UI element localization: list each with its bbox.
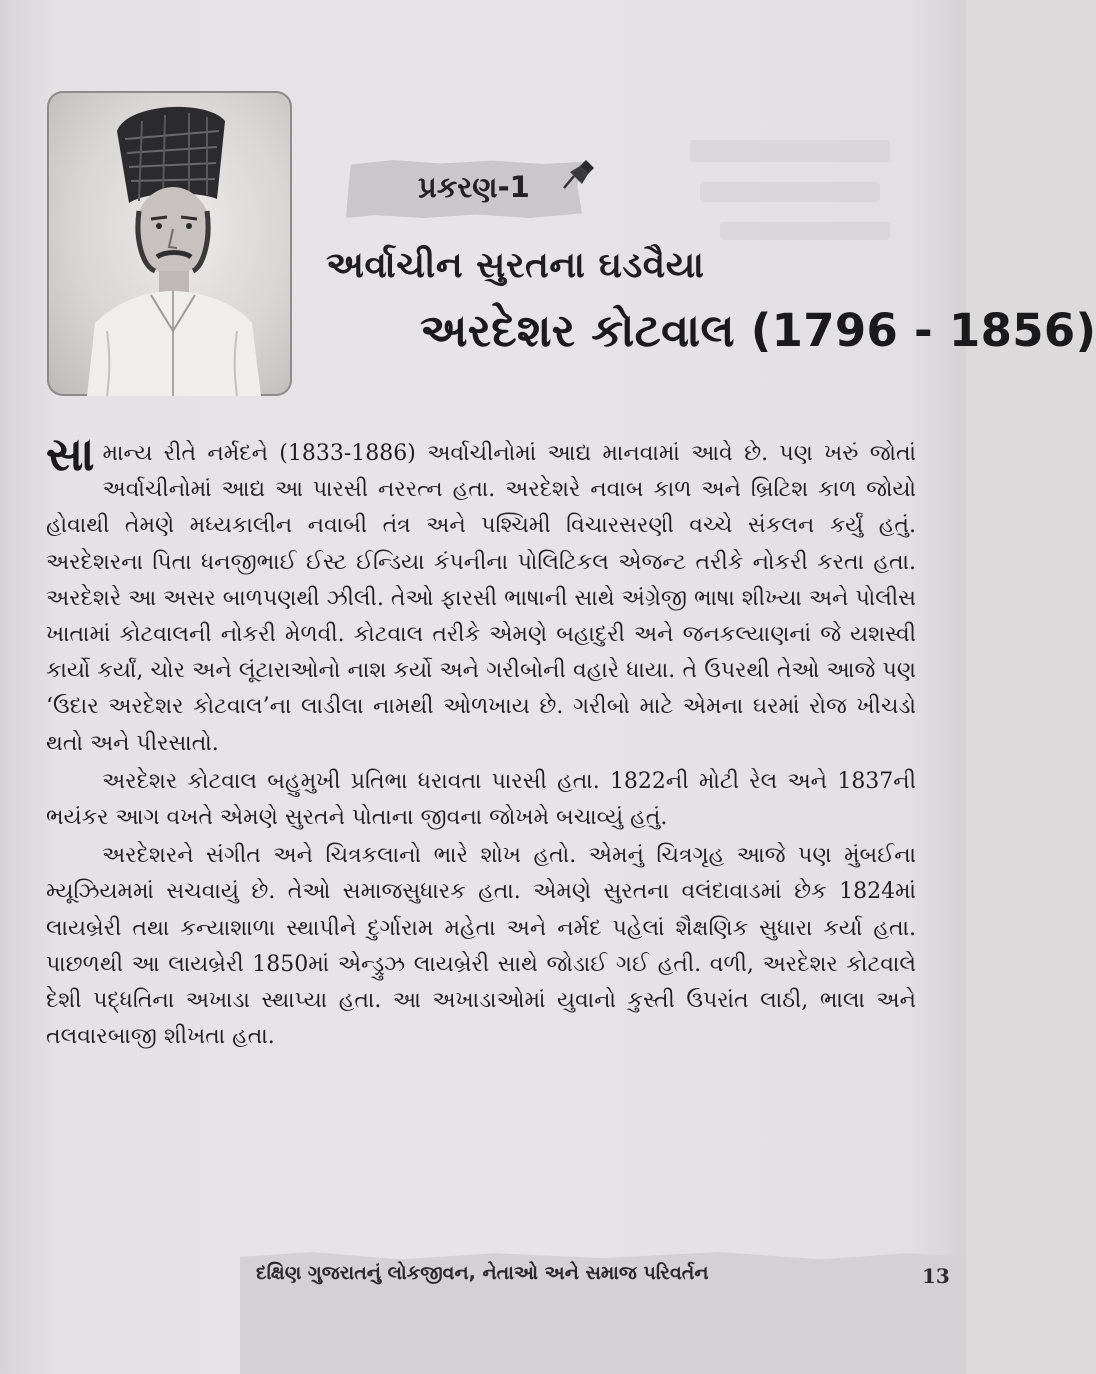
subtitle-heading: અર્વાચીન સુરતના ઘડવૈયા	[326, 245, 705, 286]
book-title-footer: દક્ષિણ ગુજરાતનું લોકજીવન, નેતાઓ અને સમાજ પરિવર્તન	[256, 1262, 709, 1284]
paragraph	[46, 838, 916, 1055]
paragraph-text: અરદેશર કોટવાલ બહુમુખી પ્રતિભા ધરાવતા પારસી હતા. 1822ની મોટી રેલ અને 1837ની ભયંકર આગ વખતે એમણે સુરતને પોતાના જીવના જોખમે બચાવ્યું હતું.	[46, 768, 916, 831]
paragraph-text: માન્ય રીતે નર્મદને (1833-1886) અર્વાચીનોમાં આદ્ય માનવામાં આવે છે. પણ ખરું જોતાં અર્વાચીનોમાં આદ્ય આ પારસી નરરત્ન હતા. અરદેશરે નવાબ કાળ અને બ્રિટિશ કાળ જોયો હોવાથી તેમણે મધ્યકાલીન નવાબી તંત્ર અને પશ્ચિમી વિચારસરણી વચ્ચે સંકલન કર્યું હતું. અરદેશરના પિતા ધનજીભાઈ ઈસ્ટ ઈન્ડિયા કંપનીના પોલિટિકલ એજન્ટ તરીકે નોકરી કરતા હતા. અરદેશરે આ અસર બાળપણથી ઝીલી. તેઓ ફારસી ભાષાની સાથે અંગ્રેજી ભાષા શીખ્યા અને પોલીસ ખાતામાં કોટવાલની નોકરી મેળવી. કોટવાલ તરીકે એમણે બહાદુરી અને જનકલ્યાણનાં જે યશસ્વી કાર્યો કર્યાં, ચોર અને લૂંટારાઓનો નાશ કર્યો અને ગરીબોની વહારે ધાયા. તે ઉપરથી તેઓ આજે પણ ‘ઉદાર અરદેશર કોટવાલ’ના લાડીલા નામથી ઓળખાય છે. ગરીબો માટે એમના ઘરમાં રોજ ખીચડો થતો અને પીરસાતો.	[46, 441, 916, 756]
chapter-label: પ્રકરણ-1	[418, 170, 530, 204]
portrait-photo	[47, 91, 292, 396]
paragraph-text: અરદેશરને સંગીત અને ચિત્રકલાનો ભારે શોખ હતો. એમનું ચિત્રગૃહ આજે પણ મુંબઈના મ્યૂઝિયમમાં સચવાયું છે. તેઓ સમાજસુધારક હતા. એમણે સુરતના વલંદાવાડમાં છેક 1824માં લાયબ્રેરી તથા કન્યાશાળા સ્થાપીને દુર્ગારામ મહેતા અને નર્મદ પહેલાં શૈક્ષણિક સુધારા કર્યા હતા. પાછળથી આ લાયબ્રેરી 1850માં એન્ડ્રુઝ લાયબ્રેરી સાથે જોડાઈ ગઈ હતી. વળી, અરદેશર કોટવાલે દેશી પદ્ધતિના અખાડા સ્થાપ્યા હતા. આ અખાડાઓમાં યુવાનો કુસ્તી ઉપરાંત લાઠી, ભાલા અને તલવારબાજી શીખતા હતા.	[46, 843, 916, 1050]
article-body	[46, 427, 916, 1055]
paragraph	[46, 764, 916, 836]
show-through-mark	[700, 182, 880, 202]
show-through-mark	[720, 222, 890, 240]
page-number: 13	[922, 1264, 950, 1288]
main-heading: અરદેશર કોટવાલ (1796 - 1856)	[420, 304, 1096, 357]
paragraph	[46, 427, 916, 762]
drop-cap: સા	[46, 427, 95, 481]
show-through-mark	[690, 140, 890, 162]
pushpin-icon	[560, 158, 596, 190]
portrait-image	[47, 91, 292, 396]
